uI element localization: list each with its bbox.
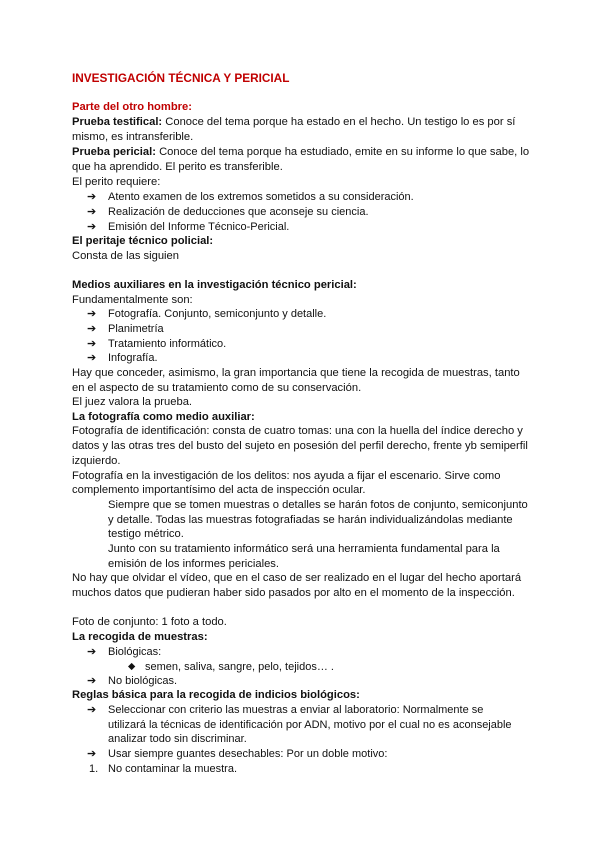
- investigacion-line-2: complemento importantísimo del acta de inspección ocular.: [72, 484, 366, 496]
- prueba-pericial-label: Prueba pericial:: [72, 146, 156, 158]
- reglas-item-1-line-3: analizar todo sin discriminar.: [108, 733, 247, 745]
- prueba-pericial-line-1: [72, 145, 529, 160]
- identificacion-line-2: datos y las otras tres del busto del sujeto en posesión del perfil derecho, frente yb semiperfil: [72, 440, 528, 452]
- reglas-item-2: Usar siempre guantes desechables: Por un doble motivo:: [108, 748, 388, 760]
- prueba-testifical-text: Conoce del tema porque ha estado en el hecho. Un testigo lo es por sí: [165, 116, 516, 128]
- perito-item-1: Atento examen de los extremos sometidos a su consideración.: [108, 191, 414, 203]
- fotografia-heading: La fotografía como medio auxiliar:: [72, 411, 255, 423]
- prueba-testifical-line-2: mismo, es intransferible.: [72, 131, 194, 143]
- juez-line: El juez valora la prueba.: [72, 396, 193, 408]
- foto-conjunto: Foto de conjunto: 1 foto a todo.: [72, 616, 227, 628]
- identificacion-line-3: izquierdo.: [72, 455, 121, 467]
- medios-heading: Medios auxiliares en la investigación técnico pericial:: [72, 279, 357, 291]
- arrow-icon: ➔: [87, 338, 97, 350]
- recogida-heading: La recogida de muestras:: [72, 631, 208, 643]
- siempre-line-1: Siempre que se tomen muestras o detalles se harán fotos de conjunto, semiconjunto: [108, 499, 528, 511]
- biologicas-subitem: semen, saliva, sangre, pelo, tejidos… .: [145, 661, 334, 673]
- arrow-icon: ➔: [87, 221, 97, 233]
- arrow-icon: ➔: [87, 191, 97, 203]
- prueba-pericial-text: Conoce del tema porque ha estudiado, emite en su informe lo que sabe, lo: [159, 146, 530, 158]
- doc-title: INVESTIGACIÓN TÉCNICA Y PERICIAL: [72, 71, 290, 85]
- junto-line-2: emisión de los informes periciales.: [108, 558, 279, 570]
- peritaje-text: Consta de las siguien: [72, 250, 179, 262]
- video-line-1: No hay que olvidar el vídeo, que en el caso de ser realizado en el lugar del hecho aportará: [72, 572, 522, 584]
- perito-item-3: Emisión del Informe Técnico-Pericial.: [108, 221, 290, 233]
- prueba-pericial-line-2: que ha aprendido. El perito es transferible.: [72, 161, 283, 173]
- fundamentalmente: Fundamentalmente son:: [72, 294, 193, 306]
- arrow-icon: ➔: [87, 323, 97, 335]
- arrow-icon: ➔: [87, 308, 97, 320]
- arrow-icon: ➔: [87, 675, 97, 687]
- peritaje-heading: El peritaje técnico policial:: [72, 235, 214, 247]
- prueba-testifical-line-1: [72, 115, 515, 130]
- medios-item-4: Infografía.: [108, 352, 158, 364]
- numbered-item-1: No contaminar la muestra.: [108, 763, 237, 775]
- medios-item-1: Fotografía. Conjunto, semiconjunto y detalle.: [108, 308, 327, 320]
- perito-requiere: El perito requiere:: [72, 176, 161, 188]
- siempre-line-3: testigo métrico.: [108, 528, 184, 540]
- perito-item-2: Realización de deducciones que aconseje su ciencia.: [108, 206, 369, 218]
- arrow-icon: ➔: [87, 206, 97, 218]
- conceder-line-1: Hay que conceder, asimismo, la gran importancia que tiene la recogida de muestras, tanto: [72, 367, 520, 379]
- prueba-testifical-label: Prueba testifical:: [72, 116, 163, 128]
- medios-item-2: Planimetría: [108, 323, 164, 335]
- video-line-2: muchos datos que pudieran haber sido pasados por alto en el momento de la inspección.: [72, 587, 515, 599]
- reglas-heading: Reglas básica para la recogida de indicios biológicos:: [72, 689, 360, 701]
- junto-line-1: Junto con su tratamiento informático será una herramienta fundamental para la: [108, 543, 500, 555]
- arrow-icon: ➔: [87, 748, 97, 760]
- diamond-bullet-icon: ◆: [128, 661, 136, 672]
- medios-item-3: Tratamiento informático.: [108, 338, 227, 350]
- conceder-line-2: en el aspecto de su tratamiento como de su conservación.: [72, 382, 362, 394]
- arrow-icon: ➔: [87, 646, 97, 658]
- no-biologicas-item: No biológicas.: [108, 675, 178, 687]
- siempre-line-2: y detalle. Todas las muestras fotografiadas se harán individualizándolas mediante: [108, 514, 513, 526]
- section-heading-otro-hombre: Parte del otro hombre:: [72, 101, 192, 113]
- identificacion-line-1: Fotografía de identificación: consta de cuatro tomas: una con la huella del índice derecho y: [72, 425, 523, 437]
- arrow-icon: ➔: [87, 704, 97, 716]
- biologicas-item: Biológicas:: [108, 646, 162, 658]
- numbered-marker: 1.: [89, 763, 99, 775]
- arrow-icon: ➔: [87, 352, 97, 364]
- investigacion-line-1: Fotografía en la investigación de los delitos: nos ayuda a fijar el escenario. Sirve como: [72, 470, 501, 482]
- reglas-item-1-line-1: Seleccionar con criterio las muestras a enviar al laboratorio: Normalmente se: [108, 704, 484, 716]
- reglas-item-1-line-2: utilizará la técnicas de identificación por ADN, motivo por el cual no es aconsejable: [108, 719, 512, 731]
